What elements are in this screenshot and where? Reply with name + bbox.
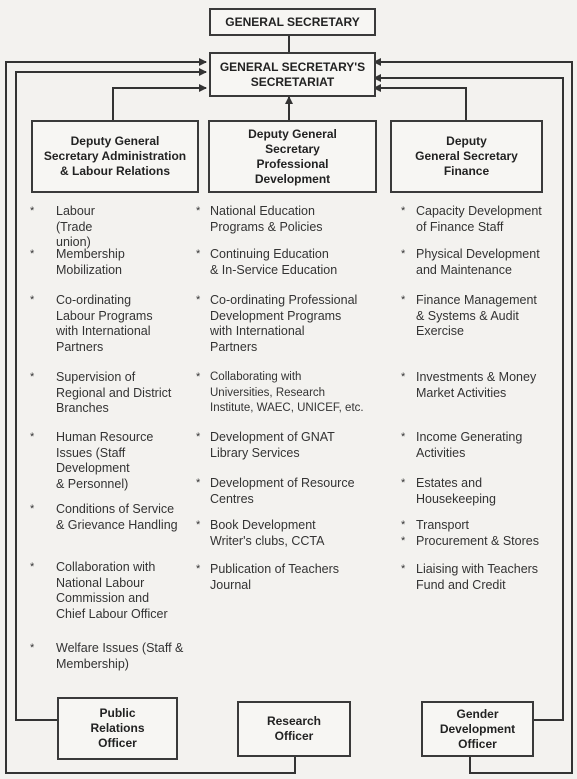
- secretariat-box: [209, 52, 376, 97]
- deputy-finance-line: Finance: [443, 164, 490, 178]
- deputy-admin-line: & Labour Relations: [59, 164, 170, 178]
- deputy-professional-line: Secretary: [265, 141, 320, 156]
- gender-line: Gender: [456, 706, 499, 721]
- deputy-admin-line: Deputy General: [70, 134, 160, 148]
- research-officer-box: [237, 701, 351, 757]
- pro-line: Officer: [98, 736, 137, 750]
- deputy-professional-line: Development: [254, 171, 331, 186]
- research-line: Research: [266, 714, 322, 728]
- pro-line: Relations: [90, 721, 145, 735]
- gender-line: Development: [439, 721, 516, 736]
- secretariat-label-line: GENERAL SECRETARY'S: [219, 59, 366, 74]
- deputy-professional-box: [208, 120, 377, 193]
- gender-development-officer-box: [421, 701, 534, 757]
- deputy-admin-line: Secretary Administration: [43, 149, 187, 163]
- deputy-professional-line: Deputy General: [248, 126, 337, 141]
- secretariat-label-line: SECRETARIAT: [250, 74, 335, 89]
- deputy-finance-line: General Secretary: [415, 149, 518, 163]
- deputy-professional-line: Professional: [256, 156, 329, 171]
- deputy-finance-line: Deputy: [446, 134, 487, 148]
- general-secretary-label: GENERAL SECRETARY: [225, 14, 360, 29]
- general-secretary-box: [209, 8, 376, 36]
- pro-line: Public: [99, 706, 136, 720]
- deputy-admin-box: [31, 120, 199, 193]
- public-relations-officer-box: [57, 697, 178, 760]
- research-line: Officer: [274, 729, 314, 743]
- gender-line: Officer: [458, 736, 497, 751]
- deputy-finance-box: [390, 120, 543, 193]
